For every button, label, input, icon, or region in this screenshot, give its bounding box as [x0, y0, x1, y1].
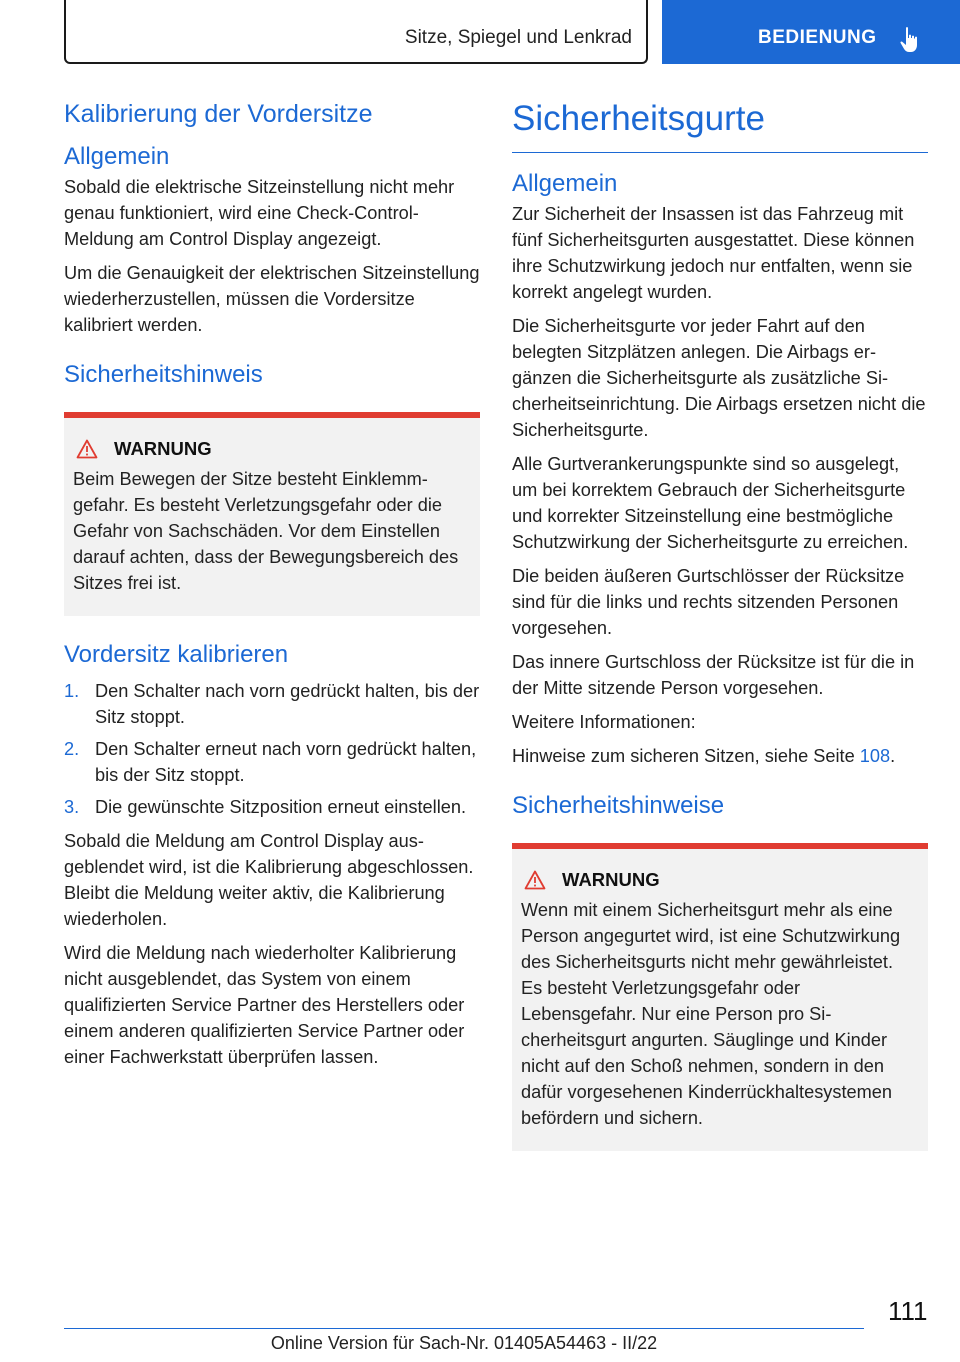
paragraph: Die Sicherheitsgurte vor jeder Fahrt auf den belegten Sitzplätzen anlegen. Die Airbags ergänzen die Sicherheitsgurte als zusätzliche Sicherheitseinrichtung. Die Airbags ersetzen nicht die Sicherheitsgurte. [512, 316, 926, 440]
paragraph: Weitere Informationen: [512, 712, 696, 732]
section-title-seatbelts: Sicherheitsgurte [512, 96, 928, 153]
warning-text: Beim Bewegen der Sitze besteht Einklemmgefahr. Es besteht Verletzungsgefahr oder die Gefahr von Sachschäden. Vor dem Einstellen darauf achten, dass der Bewegungsbereich des Sitzes frei ist. [73, 469, 459, 593]
list-item [64, 736, 480, 788]
warning-triangle-icon [76, 439, 98, 459]
warning-text: Wenn mit einem Sicherheitsgurt mehr als eine Person angegurtet wird, ist eine Schutzwirkung des Sicherheitsgurts nicht mehr gewährleistet. Es besteht Verletzungsgefahr oder Lebensgefahr. Nur eine Person pro Sicherheitsgurt angurten. Säuglinge und Kinder nicht auf den Schoß nehmen, sondern in den dafür vorgesehenen Kinderrückhaltesystemen befördern und sichern. [521, 900, 901, 1128]
subheading-safety-note: Sicherheitshinweis [64, 361, 263, 388]
paragraph: Sobald die Meldung am Control Display ausgeblendet wird, ist die Kalibrierung abgeschlossen. Bleibt die Meldung weiter aktiv, die Kalibrierung wiederholen. [64, 831, 474, 929]
warning-box [64, 412, 480, 616]
step-text: Den Schalter nach vorn gedrückt halten, bis der Sitz stoppt. [95, 681, 480, 727]
section-title-calibration: Kalibrierung der Vordersitze [64, 100, 373, 128]
list-item [64, 794, 480, 820]
paragraph: Die beiden äußeren Gurtschlösser der Rücksitze sind für die links und rechts sitzenden Personen vorgesehen. [512, 566, 905, 638]
calibration-steps [64, 678, 480, 820]
reference-suffix: . [890, 746, 896, 766]
page-number: 111 [888, 1296, 928, 1326]
subheading-calibrate-seat: Vordersitz kalibrieren [64, 641, 289, 668]
warning-label: WARNUNG [114, 438, 212, 459]
step-text: Den Schalter erneut nach vorn gedrückt halten, bis der Sitz stoppt. [95, 739, 477, 785]
list-item [64, 678, 480, 730]
subheading-general-right: Allgemein [512, 170, 618, 197]
right-column [512, 96, 928, 1151]
paragraph: Das innere Gurtschloss der Rücksitze ist für die in der Mitte sitzende Person vorgesehen. [512, 652, 915, 698]
step-number: 2. [64, 739, 80, 759]
header-chapter-label: BEDIENUNG [758, 27, 877, 48]
paragraph: Alle Gurtverankerungspunkte sind so ausgelegt, um bei korrektem Gebrauch der Sicherheitsgurte und korrekter Sitzeinstellung eine bestmögliche Schutzwirkung der Sicherheitsgurte zu erreichen. [512, 454, 909, 552]
paragraph-page-reference [512, 743, 928, 769]
pointing-hand-icon [898, 26, 922, 54]
step-number: 3. [64, 797, 80, 817]
warning-box [512, 843, 928, 1151]
footer-online-version: Online Version für Sach-Nr. 01405A54463 - II/22 [270, 1333, 658, 1353]
step-number: 1. [64, 681, 80, 701]
paragraph: Zur Sicherheit der Insassen ist das Fahrzeug mit fünf Sicherheitsgurten ausgestattet. Diese können ihre Schutzwirkung jedoch nur entfalten, wenn sie korrekt angelegt wurden. [512, 204, 915, 302]
paragraph: Um die Genauigkeit der elektrischen Sitzeinstellung wiederherzustellen, müssen die Vordersitze kalibriert werden. [64, 263, 480, 335]
warning-label: WARNUNG [562, 869, 660, 890]
subheading-general-left: Allgemein [64, 143, 170, 170]
step-text: Die gewünschte Sitzposition erneut einstellen. [95, 797, 467, 817]
warning-header [73, 438, 471, 460]
subheading-safety-notes: Sicherheitshinweise [512, 792, 725, 819]
left-column [64, 96, 480, 1070]
header-chapter-tab[interactable] [662, 0, 960, 64]
page-link-108[interactable]: 108 [859, 746, 891, 766]
paragraph: Wird die Meldung nach wiederholter Kalibrierung nicht ausgeblendet, das System von einem qualifizierten Service Partner des Herstellers oder einem anderen qualifizierten Service Partner oder einer Fachwerkstatt überprüfen lassen. [64, 943, 465, 1067]
header-section-box [64, 0, 648, 64]
warning-triangle-icon [524, 870, 546, 890]
reference-text: Hinweise zum sicheren Sitzen, siehe Seite [512, 746, 860, 766]
header-section-title: Sitze, Spiegel und Lenkrad [404, 27, 632, 48]
footer-divider [64, 1328, 864, 1329]
warning-header [521, 869, 919, 891]
paragraph: Sobald die elektrische Sitzeinstellung nicht mehr genau funktioniert, wird eine Check-Control-Meldung am Control Display angezeigt. [64, 177, 455, 249]
